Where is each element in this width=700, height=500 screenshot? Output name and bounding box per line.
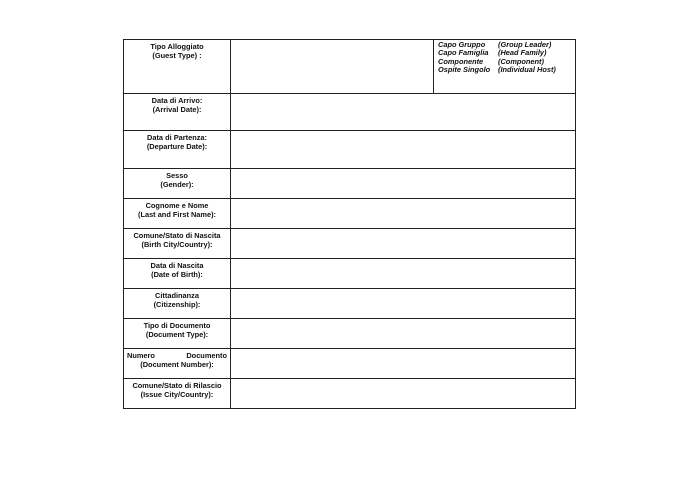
document-type-row: [124, 319, 576, 349]
arrival-date-label: Data di Arrivo: (Arrival Date):: [124, 94, 231, 131]
guest-registration-form: [123, 39, 576, 409]
citizenship-row: [124, 289, 576, 319]
arrival-date-field[interactable]: [231, 94, 576, 131]
option-label-it: Ospite Singolo: [438, 65, 491, 75]
guest-type-row: [124, 40, 576, 94]
full-name-label: Cognome e Nome (Last and First Name):: [124, 199, 231, 229]
issue-place-row: [124, 379, 576, 409]
document-type-field[interactable]: [231, 319, 576, 349]
option-label-en: (Head Family): [498, 48, 547, 58]
document-number-row: [124, 349, 576, 379]
option-label-en: (Individual Host): [498, 65, 556, 75]
gender-row: [124, 169, 576, 199]
option-label-it: Capo Famiglia: [438, 48, 489, 58]
birth-date-label: Data di Nascita (Date of Birth):: [124, 259, 231, 289]
gender-label: Sesso (Gender):: [124, 169, 231, 199]
guest-type-label-it: Tipo Alloggiato: [150, 42, 204, 51]
full-name-row: [124, 199, 576, 229]
birth-date-row: [124, 259, 576, 289]
option-label-en: (Group Leader): [498, 40, 552, 49]
departure-date-row: [124, 131, 576, 169]
birth-place-row: [124, 229, 576, 259]
gender-field[interactable]: [231, 169, 576, 199]
guest-type-field[interactable]: [231, 40, 434, 94]
issue-place-label: Comune/Stato di Rilascio (Issue City/Country):: [124, 379, 231, 409]
document-number-field[interactable]: [231, 349, 576, 379]
birth-place-field[interactable]: [231, 229, 576, 259]
citizenship-label: Cittadinanza (Citizenship):: [124, 289, 231, 319]
guest-type-options: [434, 40, 576, 94]
option-label-it: Capo Gruppo: [438, 40, 486, 49]
birth-date-field[interactable]: [231, 259, 576, 289]
departure-date-field[interactable]: [231, 131, 576, 169]
arrival-date-row: [124, 94, 576, 131]
full-name-field[interactable]: [231, 199, 576, 229]
option-label-en: (Component): [498, 56, 544, 66]
issue-place-field[interactable]: [231, 379, 576, 409]
guest-type-label-en: (Guest Type) :: [152, 51, 202, 60]
departure-date-label: Data di Partenza: (Departure Date):: [124, 131, 231, 169]
citizenship-field[interactable]: [231, 289, 576, 319]
birth-place-label: Comune/Stato di Nascita (Birth City/Country):: [124, 229, 231, 259]
document-number-label: Numero Documento (Document Number):: [124, 349, 231, 379]
guest-type-option: [438, 66, 575, 74]
option-label-it: Componente: [438, 56, 484, 66]
document-type-label: Tipo di Documento (Document Type):: [124, 319, 231, 349]
guest-type-label: [124, 40, 231, 94]
